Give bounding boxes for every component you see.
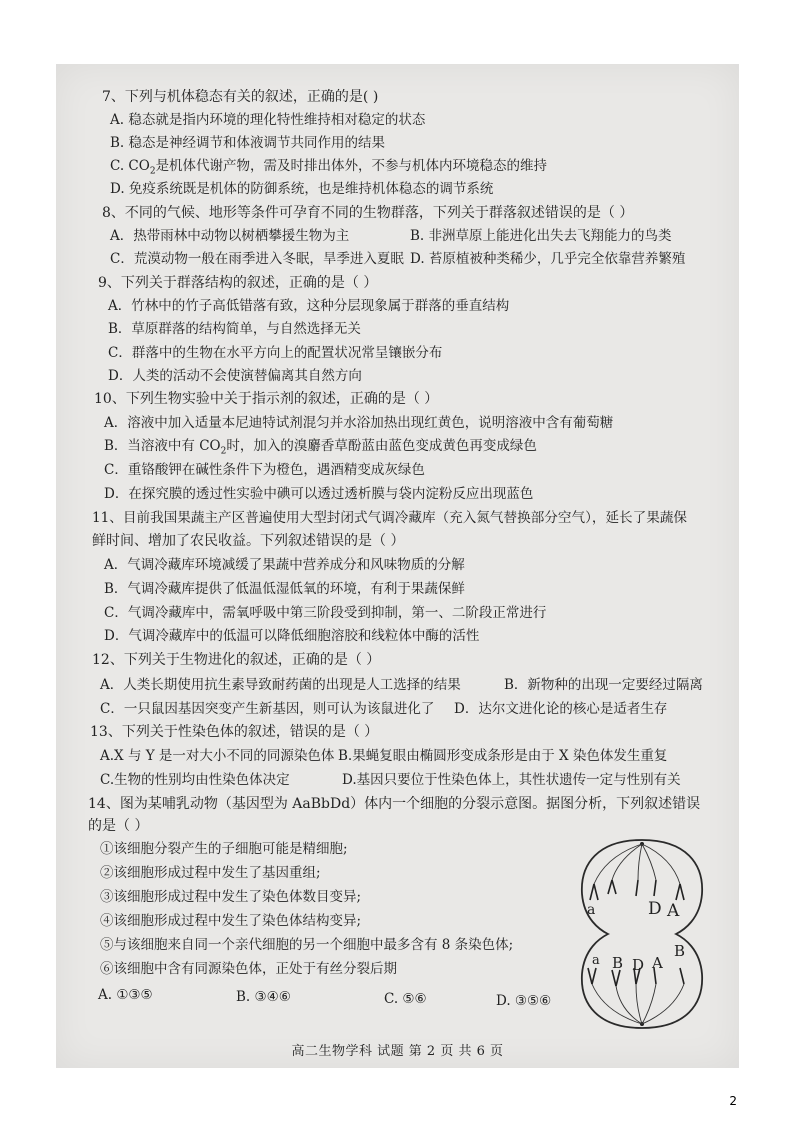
cell-division-diagram (576, 834, 708, 1034)
question-14-stem-continued: 的是（ ） (88, 818, 149, 834)
question-7-option-b: B. 稳态是神经调节和体液调节共同作用的结果 (110, 135, 386, 151)
question-7-option-c: C. $CO_2$是机体代谢产物，需及时排出体外，不参与机体内环境稳态的维持 (110, 158, 548, 177)
exam-sheet (56, 64, 739, 1068)
question-13-stem: 13、下列关于性染色体的叙述，错误的是（ ） (90, 724, 379, 740)
question-13-option-a: A.X 与 Y 是一对大小不同的同源染色体 (100, 748, 335, 764)
question-8-option-c: C．荒漠动物一般在雨季进入冬眠，旱季进入夏眠 (110, 251, 404, 267)
diagram-label-top-a-upper: A (667, 901, 680, 921)
question-14-statement-1: ①该细胞分裂产生的子细胞可能是精细胞; (100, 841, 348, 857)
page-footer: 高二生物学科 试题 第 2 页 共 6 页 (291, 1044, 504, 1059)
diagram-label-bottom-b-right: B (674, 942, 686, 960)
question-12-option-a: A．人类长期使用抗生素导致耐药菌的出现是人工选择的结果 (100, 677, 461, 693)
question-7-option-a: A. 稳态就是指内环境的理化特性维持相对稳定的状态 (110, 112, 426, 128)
question-8-stem: 8、不同的气候、地形等条件可孕育不同的生物群落，下列关于群落叙述错误的是（ ） (102, 205, 634, 221)
question-14-option-a: A. ①③⑤ (98, 987, 153, 1003)
diagram-label-bottom-a-upper: A (652, 954, 663, 972)
question-8-option-b: B. 非洲草原上能进化出失去飞翔能力的鸟类 (410, 228, 672, 244)
top-chromosomes (590, 880, 684, 900)
diagram-label-bottom-b: B (612, 954, 624, 972)
question-8-option-a: A．热带雨林中动物以树栖攀援生物为主 (110, 228, 350, 244)
question-14-statement-2: ②该细胞形成过程中发生了基因重组; (100, 865, 321, 881)
question-12-option-c: C．一只鼠因基因突变产生新基因，则可认为该鼠进化了 (100, 701, 435, 717)
question-7-stem: 7、下列与机体稳态有关的叙述，正确的是( ) (102, 89, 379, 105)
page-number: 2 (729, 1094, 737, 1108)
question-10-option-d: D．在探究膜的透过性实验中碘可以透过透析膜与袋内淀粉反应出现蓝色 (104, 486, 534, 502)
bottom-spindle-fibers (592, 984, 684, 1024)
question-14-statement-5: ⑤与该细胞来自同一个亲代细胞的另一个细胞中最多含有 8 条染色体; (100, 937, 514, 953)
question-14-statement-3: ③该细胞形成过程中发生了染色体数目变异; (100, 889, 362, 905)
question-13-option-c: C.生物的性别均由性染色体决定 (100, 772, 290, 788)
question-9-option-d: D．人类的活动不会使演替偏离其自然方向 (108, 368, 362, 384)
question-14-statement-4: ④该细胞形成过程中发生了染色体结构变异; (100, 913, 362, 929)
question-13-option-b: B.果蝇复眼由椭圆形变成条形是由于 X 染色体发生重复 (338, 748, 668, 764)
question-14-option-c: C. ⑤⑥ (384, 991, 427, 1007)
diagram-label-bottom-d: D (632, 956, 645, 974)
question-10-option-c: C．重铬酸钾在碱性条件下为橙色，遇酒精变成灰绿色 (104, 462, 425, 478)
question-11-option-d: D．气调冷藏库中的低温可以降低细胞溶胶和线粒体中酶的活性 (104, 628, 480, 644)
question-14-option-b: B. ③④⑥ (236, 989, 291, 1005)
question-9-stem: 9、下列关于群落结构的叙述，正确的是（ ） (98, 275, 378, 291)
question-11-option-a: A．气调冷藏库环境减缓了果蔬中营养成分和风味物质的分解 (104, 557, 465, 573)
diagram-label-bottom-a: a (592, 953, 600, 968)
question-10-stem: 10、下列生物实验中关于指示剂的叙述，正确的是（ ） (94, 391, 439, 407)
question-11-stem: 11、目前我国果蔬主产区普遍使用大型封闭式气调冷藏库（充入氮气替换部分空气），延长了果蔬保 (92, 510, 688, 526)
top-spindle-fibers (594, 844, 680, 884)
question-14-statement-6: ⑥该细胞中含有同源染色体，正处于有丝分裂后期 (100, 961, 397, 977)
question-9-option-a: A．竹林中的竹子高低错落有致，这种分层现象属于群落的垂直结构 (108, 298, 510, 314)
question-11-option-c: C．气调冷藏库中，需氧呼吸中第三阶段受到抑制，第一、二阶段正常进行 (104, 605, 547, 621)
question-14-stem: 14、图为某哺乳动物（基因型为 AaBbDd）体内一个细胞的分裂示意图。据图分析，下列叙述错误 (88, 796, 701, 812)
question-11-stem-continued: 鲜时间、增加了农民收益。下列叙述错误的是（ ） (92, 533, 405, 549)
question-14-option-d: D. ③⑤⑥ (496, 993, 552, 1009)
question-8-option-d: D. 苔原植被种类稀少，几乎完全依靠营养繁殖 (410, 251, 686, 267)
question-7-option-d: D. 免疫系统既是机体的防御系统，也是维持机体稳态的调节系统 (110, 181, 494, 197)
question-13-option-d: D.基因只要位于性染色体上，其性状遗传一定与性别有关 (342, 772, 681, 788)
question-9-option-c: C．群落中的生物在水平方向上的配置状况常呈镶嵌分布 (108, 345, 443, 361)
diagram-label-top-a: a (587, 902, 596, 918)
cell-membrane (582, 840, 702, 1028)
diagram-label-top-d: D (648, 899, 662, 919)
question-9-option-b: B．草原群落的结构简单，与自然选择无关 (108, 321, 361, 337)
question-12-stem: 12、下列关于生物进化的叙述，正确的是（ ） (92, 652, 381, 668)
question-10-option-a: A．溶液中加入适量本尼迪特试剂混匀并水浴加热出现红黄色，说明溶液中含有葡萄糖 (104, 415, 614, 431)
question-11-option-b: B．气调冷藏库提供了低温低湿低氧的环境，有利于果蔬保鲜 (104, 581, 465, 597)
question-12-option-d: D．达尔文进化论的核心是适者生存 (454, 701, 668, 717)
question-12-option-b: B．新物种的出现一定要经过隔离 (504, 677, 703, 693)
question-10-option-b: B．当溶液中有 $CO_2$时，加入的溴麝香草酚蓝由蓝色变成黄色再变成绿色 (104, 438, 537, 457)
